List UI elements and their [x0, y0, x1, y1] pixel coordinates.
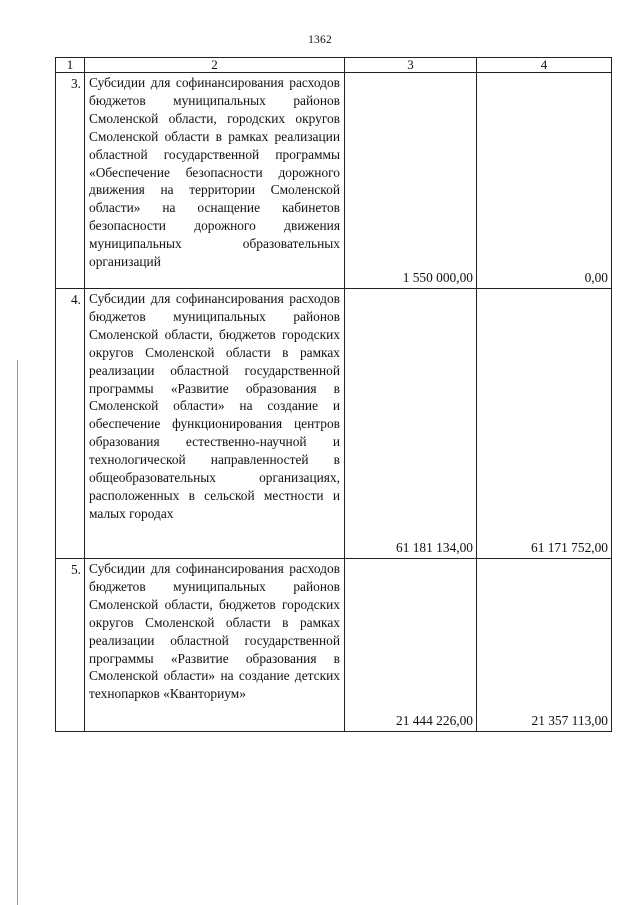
header-cell-1: 1 [56, 58, 85, 73]
table-header-row [56, 58, 612, 73]
header-cell-2: 2 [85, 58, 345, 73]
row-description: Субсидии для софинансирования расходов бюджетов муниципальных районов Смоленской области, бюджетов городских округов Смоленской области в рамках реализации областной государственной программы «Развитие образования в Смоленской области» на создание и обеспечение функционирования центров образования естественно-научной и технологической направленностей в общеобразовательных организациях, расположенных в сельской местности и малых городах [89, 291, 340, 521]
table-row [56, 289, 612, 559]
scan-margin-line [17, 360, 18, 905]
row-number: 5. [56, 559, 85, 732]
row-value-col4: 61 171 752,00 [477, 289, 612, 559]
table-row [56, 559, 612, 732]
row-value-col3: 61 181 134,00 [345, 289, 477, 559]
row-number: 4. [56, 289, 85, 559]
row-description-cell [85, 289, 345, 559]
header-cell-3: 3 [345, 58, 477, 73]
row-value-col4: 21 357 113,00 [477, 559, 612, 732]
row-value-col3: 1 550 000,00 [345, 73, 477, 289]
table-row [56, 73, 612, 289]
subsidies-table [55, 57, 612, 732]
row-description: Субсидии для софинансирования расходов бюджетов муниципальных районов Смоленской области, городских округов Смоленской области в рамках реализации областной государственной программы «Обеспечение безопасности дорожного движения на территории Смоленской области» на оснащение кабинетов безопасности дорожного движения муниципальных образовательных организаций [89, 75, 340, 270]
row-description: Субсидии для софинансирования расходов бюджетов муниципальных районов Смоленской области, бюджетов городских округов Смоленской области в рамках реализации областной государственной программы «Развитие образования в Смоленской области» на создание детских технопарков «Кванториум» [89, 561, 340, 702]
row-value-col3: 21 444 226,00 [345, 559, 477, 732]
row-description-cell [85, 73, 345, 289]
page-number: 1362 [308, 34, 332, 46]
header-cell-4: 4 [477, 58, 612, 73]
row-number: 3. [56, 73, 85, 289]
row-description-cell [85, 559, 345, 732]
row-value-col4: 0,00 [477, 73, 612, 289]
